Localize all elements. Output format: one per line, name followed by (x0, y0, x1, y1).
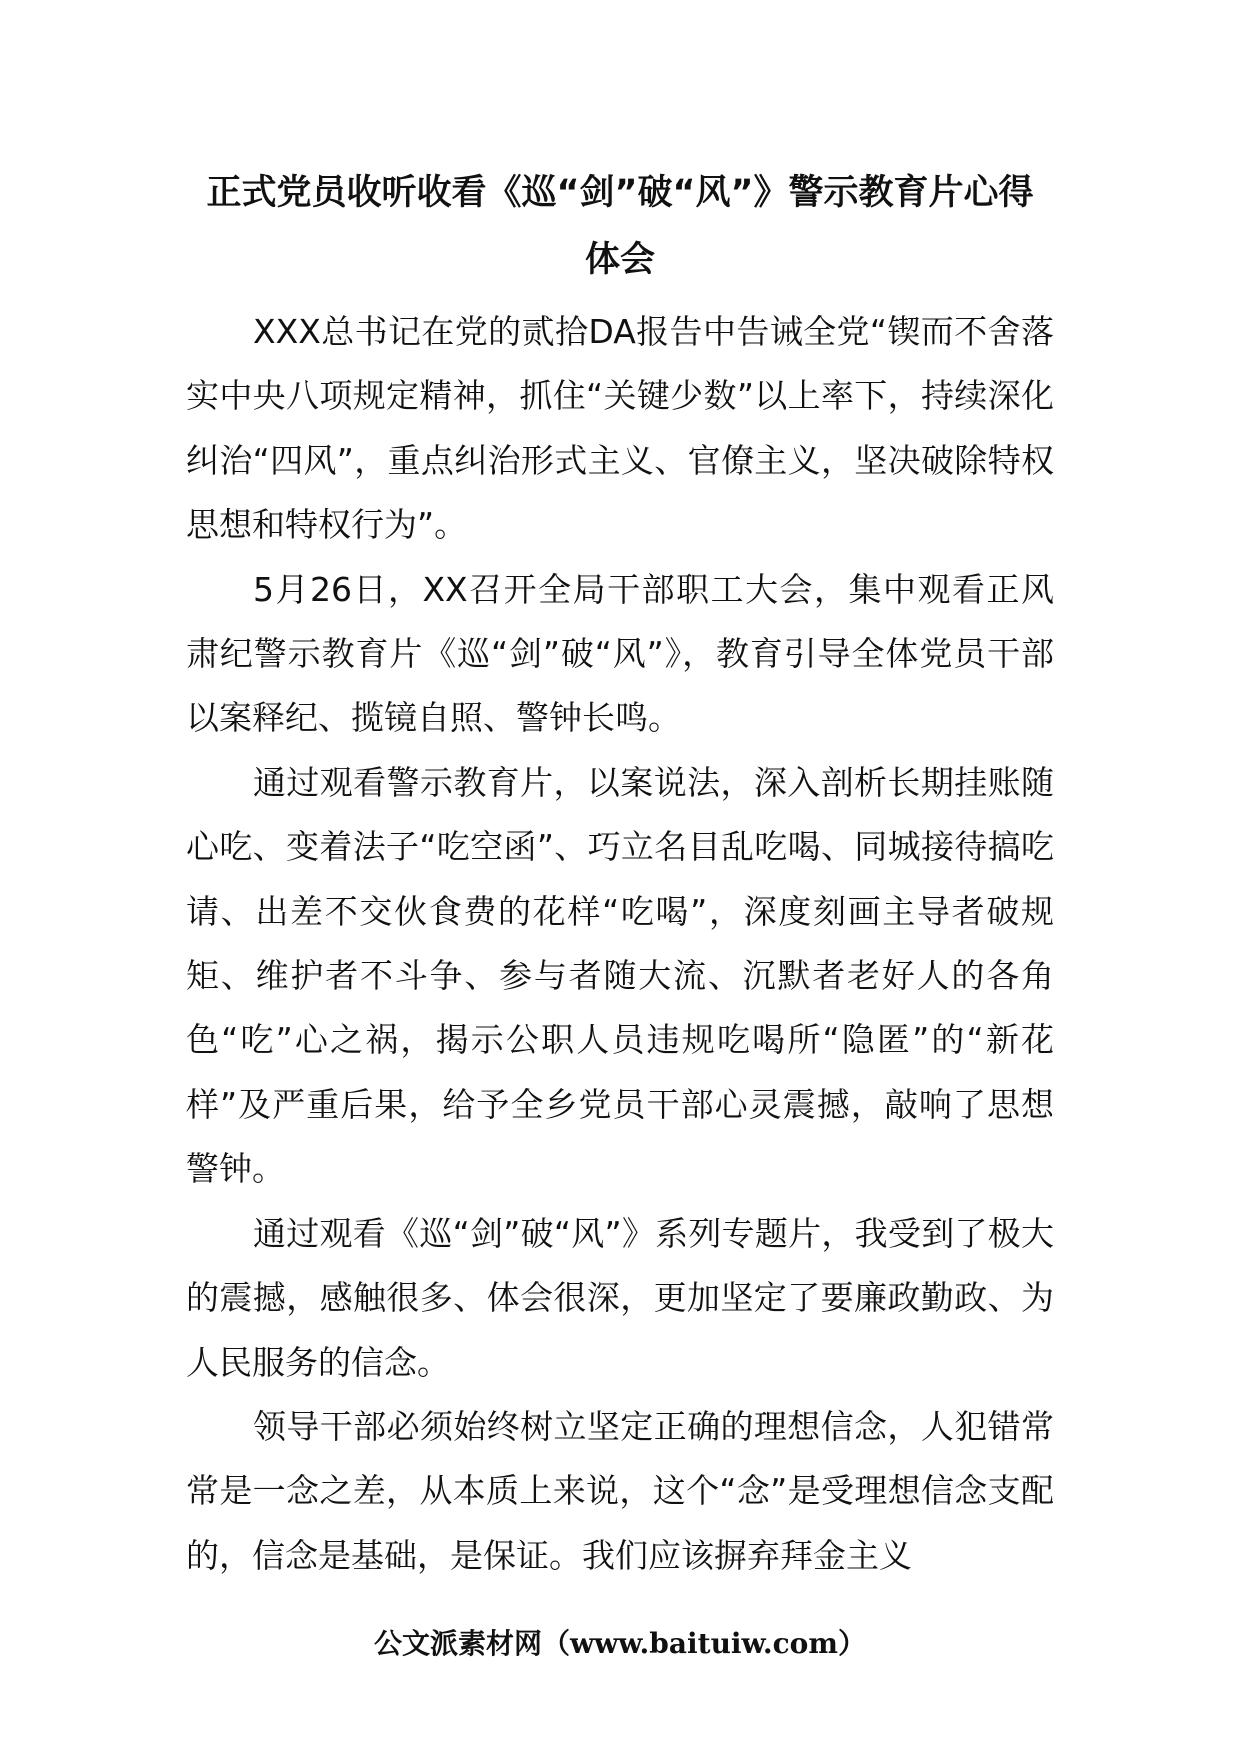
document-title-line-2: 体会 (584, 240, 655, 280)
body-paragraph-2: 5月26日，XX召开全局干部职工大会，集中观看正风肃纪警示教育片《巡“剑”破“风”》，教育引导全体党员干部以案释纪、揽镜自照、警钟长鸣。 (186, 569, 1054, 738)
body-paragraph-4: 通过观看《巡“剑”破“风”》系列专题片，我受到了极大的震撼，感触很多、体会很深，更加坚定了要廉政勤政、为人民服务的信念。 (186, 1213, 1054, 1382)
body-paragraph-5: 领导干部必须始终树立坚定正确的理想信念，人犯错常常是一念之差，从本质上来说，这个“念”是受理想信念支配的，信念是基础，是保证。我们应该摒弃拜金主义 (186, 1406, 1054, 1575)
page-footer-watermark: 公文派素材网（www.baituiw.com） (374, 1627, 866, 1660)
document-title-line-1: 正式党员收听收看《巡“剑”破“风”》警示教育片心得 (206, 173, 1034, 213)
document-body (186, 300, 1054, 1588)
body-paragraph-3: 通过观看警示教育片，以案说法，深入剖析长期挂账随心吃、变着法子“吃空函”、巧立名目乱吃喝、同城接待搞吃请、出差不交伙食费的花样“吃喝”，深度刻画主导者破规矩、维护者不斗争、参与者随大流、沉默者老好人的各角色“吃”心之祸，揭示公职人员违规吃喝所“隐匿”的“新花样”及严重后果，给予全乡党员干部心灵震撼，敲响了思想警钟。 (186, 762, 1054, 1189)
body-paragraph-1: XXX总书记在党的贰拾DA报告中告诫全党“锲而不舍落实中央八项规定精神，抓住“关键少数”以上率下，持续深化纠治“四风”，重点纠治形式主义、官僚主义，坚决破除特权思想和特权行为”。 (186, 312, 1054, 545)
